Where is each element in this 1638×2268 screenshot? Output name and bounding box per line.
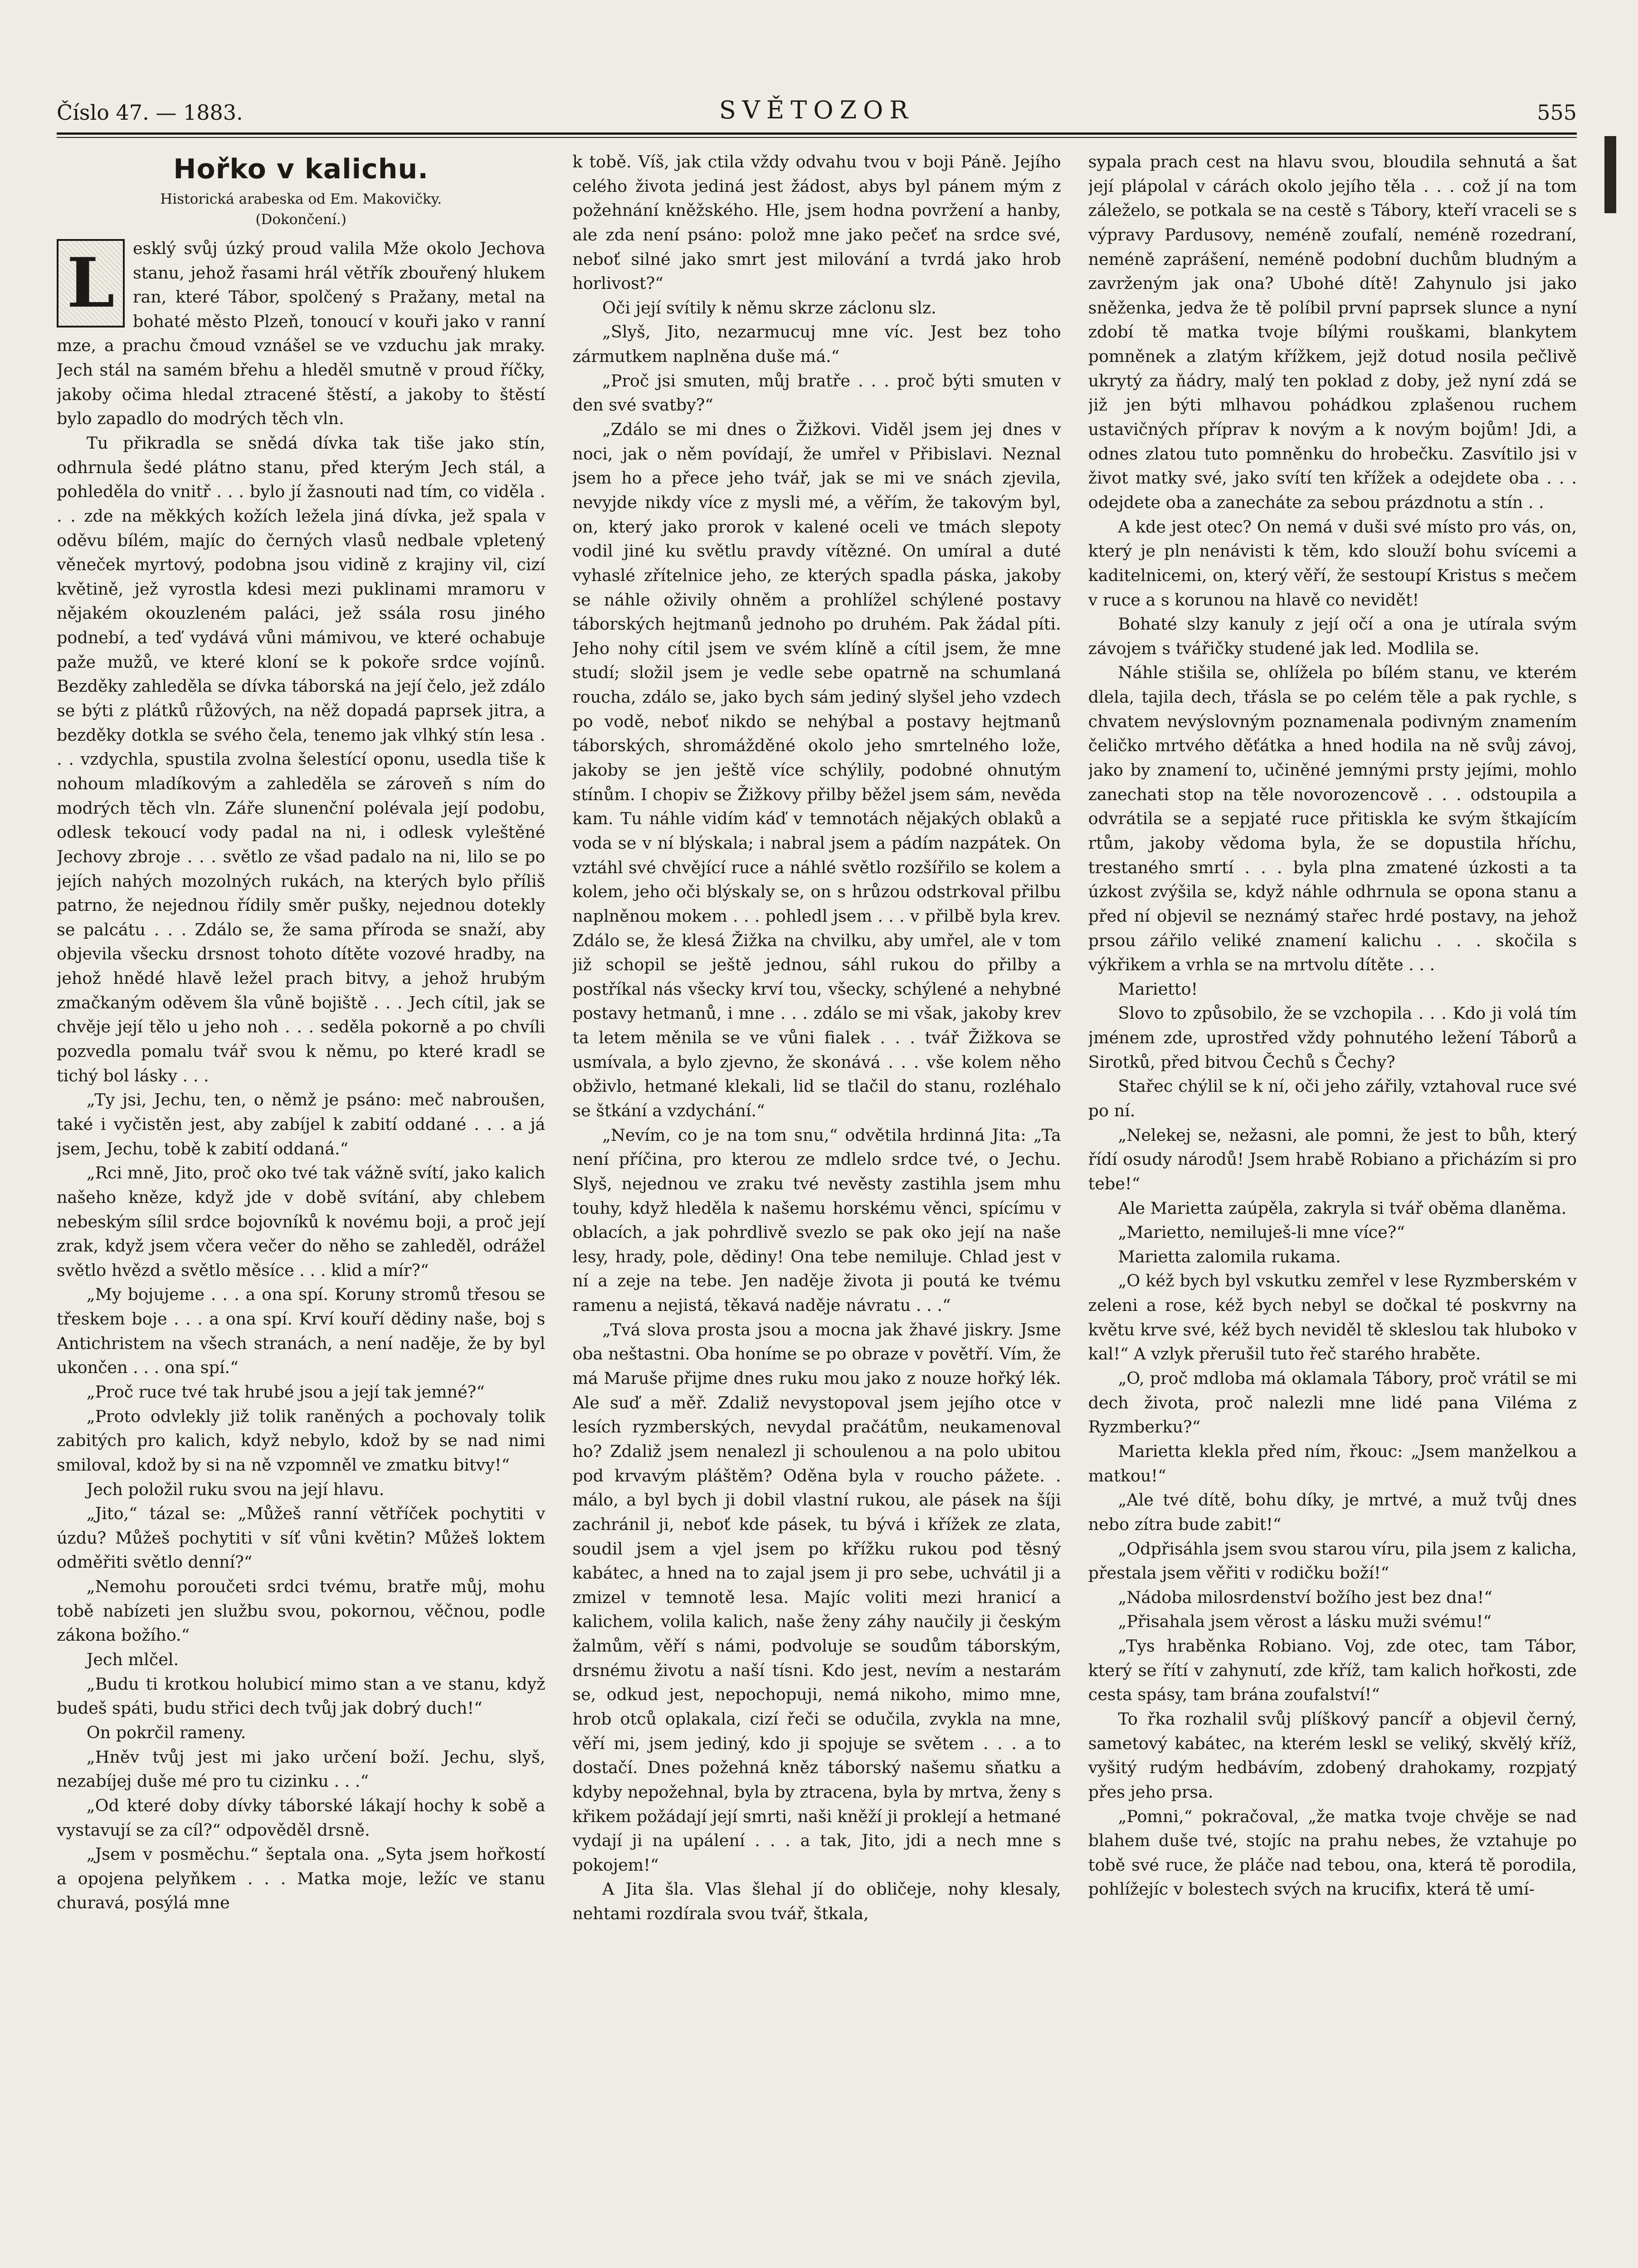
article-columns: [57, 150, 1577, 2235]
paragraph: „Nevím, co je na tom snu,“ odvětila hrdinná Jita: „Ta není příčina, pro kterou ze mdlelo srdce tvé, o Jechu. Slyš, nejednou ve zraku tvé nevěsty zastihla jsem mhu touhy, když hleděla k našemu horskému věnci, spícímu v oblacích, a jak pohrdlivě svezlo se pak oko její na naše lesy, hrady, pole, dědiny! Ona tebe nemiluje. Chlad jest v ní a zeje na tebe. Jen naděje života ji poutá ke tvému ramenu a nejistá, těkavá naděje návratu . . .“: [572, 1125, 1061, 1315]
article-subtitle: Historická arabeska od Em. Makovičky.: [160, 191, 442, 207]
paragraph: Stařec chýlil se k ní, oči jeho zářily, vztahoval ruce své po ní.: [1088, 1076, 1577, 1120]
paragraph: esklý svůj úzký proud valila Mže okolo Jechova stanu, jehož řasami hrál větřík zbouřený hlukem ran, které Tábor, spolčený s Pražany, metal na bohaté město Plzeň, tonoucí v kouři jako v ranní mze, a prachu čmoud vznášel se ve vzduchu jak mraky. Jech stál na samém břehu a hleděl smutně v proud říčky, jakoby očima hledal ztracené štěstí, a jakoby to štěstí bylo zapadlo do modrých těch vln.: [57, 238, 546, 429]
paragraph: „My bojujeme . . . a ona spí. Koruny stromů třesou se třeskem boje . . . a ona spí. Krví kouří dědiny naše, boj s Antichristem na všech stranách, a není naděje, že by byl ukončen . . . ona spí.“: [57, 1285, 546, 1378]
article-continuation: (Dokončení.): [255, 211, 346, 228]
paragraph: „Tvá slova prosta jsou a mocna jak žhavé jiskry. Jsme oba neštastni. Oba honíme se po obraze v povětří. Vím, že má Maruše přijme dnes ruku mou jako z nouze hořký lék. Ale suď a měř. Zdaliž nevystopoval jsem jejího otce v lesích ryzmberských, nevydal pračátům, neukamenoval ho? Zdaliž jsem nenalezl ji schoulenou a na polo ubitou pod krvavým pláštěm? Oděna byla v roucho pážete. . málo, a byl bych ji dobil vlastní rukou, ale pásek na šíji zachránil ji, neboť kde pásek, tu bývá i křížek ze zlata, soudil jsem a vjel jsem po křížku rukou pod těsný kabátec, a hned na to zajal jsem ji pro sebe, uchvátil ji a zmizel v temnotě lesa. Majíc voliti mezi hranicí a kalichem, volila kalich, naše ženy záhy naučily ji českým žalmům, věří s námi, podvoluje se soudům táborským, drsnému životu a naší tísni. Kdo jest, nevím a nestarám se, odkud jest, nepochopuji, nemá nikoho, mimo mne, hrob otců oplakala, cizí řeči se odučila, zvykla na mne, věří mi, jsem jediný, kdo ji spojuje se světem . . . a to dostačí. Dnes požehná kněz táborský našemu sňatku a kdyby nepožehnal, byla by ztracena, byla by mrtva, ženy s křikem požádají její smrti, naši kněží ji proklejí a hetmané vydají ji na upálení . . . a tak, Jito, jdi a nech mne s pokojem!“: [572, 1320, 1061, 1875]
paragraph: „Proč ruce tvé tak hrubé jsou a její tak jemné?“: [86, 1382, 485, 1402]
paragraph: Ale Marietta zaúpěla, zakryla si tvář oběma dlaněma.: [1118, 1198, 1567, 1218]
paragraph: „O kéž bych byl vskutku zemřel v lese Ryzmberském v zeleni a rose, kéž bych nebyl se dočkal té poskvrny na květu krve své, kéž bych neviděl tě skleslou tak hluboko v kal!“ A vzlyk přerušil tuto řeč starého hraběte.: [1088, 1271, 1577, 1364]
paragraph: „O, proč mdloba má oklamala Tábory, proč vrátil se mi dech života, proč nalezli mne lidé pana Viléma z Ryzmberku?“: [1088, 1369, 1577, 1437]
paragraph: „Rci mně, Jito, proč oko tvé tak vážně svítí, jako kalich našeho kněze, když jde v době svítání, aby chlebem nebeským sílil srdce bojovníků k novému boji, a proč její zrak, když jsem včera večer do něho se zahleděl, odrážel světlo hvězd a světlo měsíce . . . klid a mír?“: [57, 1163, 546, 1280]
paragraph: „Jsem v posměchu.“ šeptala ona. „Syta jsem hořkostí a opojena pelyňkem . . . Matka moje, ležíc ve stanu churavá, posýlá mne: [57, 1844, 546, 1913]
paragraph: Marietta klekla před ním, řkouc: „Jsem manželkou a matkou!“: [1088, 1441, 1577, 1486]
paragraph: „Odpřisáhla jsem svou starou víru, pila jsem z kalicha, přestala jsem věřiti v rodičku boží!“: [1088, 1539, 1577, 1583]
paragraph: Marietto!: [1118, 979, 1198, 999]
paragraph: „Slyš, Jito, nezarmucuj mne víc. Jest bez toho zármutkem naplněna duše má.“: [572, 322, 1061, 367]
paragraph: k tobě. Víš, jak ctila vždy odvahu tvou v boji Páně. Jejího celého života jediná jest žádost, abys byl pánem mým z požehnání kněžského. Hle, jsem hodna povržení a hanby, ale zda není psáno: polož mne jako pečeť na srdce své, neboť silné jako smrt jest milování a tvrdá jako hrob horlivost?“: [572, 152, 1061, 293]
paragraph: Bohaté slzy kanuly z její očí a ona je utírala svým závojem s tvářičky studené jak led. Modlila se.: [1088, 614, 1577, 658]
paragraph: „Přisahala jsem věrost a lásku muži svému!“: [1118, 1612, 1492, 1632]
paragraph: „Budu ti krotkou holubicí mimo stan a ve stanu, když budeš spáti, budu střici dech tvůj jak dobrý duch!“: [57, 1674, 546, 1718]
paragraph: „Zdálo se mi dnes o Žižkovi. Viděl jsem jej dnes v noci, jak o něm povídají, že umřel v Přibislavi. Neznal jsem ho a přece jeho tvář, jak se mi ve snách zjevila, nevyjde nikdy více z mysli mé, a věřím, že takovým byl, on, který jako prorok v kalené oceli ve tmách slepoty vodil jiné ku světlu pravdy vítězné. On umíral a duté vyhaslé zřítelnice jeho, ze kterých spadla páska, jakoby se náhle oživily ohněm a prohlížel schýlené postavy táborských hejtmanů jednoho po druhém. Pak žádal píti. Jeho nohy cítil jsem ve svém klíně a cítil jsem, že mne studí; složil jsem je vedle sebe opatrně na schumlaná roucha, zdálo se, jako bych sám jediný slyšel jeho vzdech po vodě, neboť nikdo se nehýbal a postavy hejtmanů táborských, shromážděné okolo jeho smrtelného lože, jakoby se jen ještě více schýlily, podobné ohnutým stínům. I chopiv se Žižkovy přilby běžel jsem sám, nevěda kam. Tu náhle vidím káď v temnotách nějakých oblaků a voda se v ní blýskala; i nabral jsem a pádím nazpátek. On vztáhl své chvějící ruce a náhlé světlo rozšířilo se kolem a kolem, jeho oči blýskaly se, on s hrůzou odstrkoval přilbu naplněnou mokem . . . pohledl jsem . . . v přilbě byla krev. Zdálo se, že klesá Žižka na chvilku, aby umřel, ale v tom již schopil se ještě jednou, sáhl rukou do přilby a postříkal nás všecky krví tou, všecky, schýlené a nehybné postavy hetmanů, i mne . . . zdálo se mi však, jakoby krev ta letem měnila se ve vůni fialek . . . tvář Žižkova se usmívala, a bylo zjevno, že skonává . . . vše kolem něho obživlo, hetmané klekali, lid se tlačil do stanu, rozléhalo se štkání a vzdychání.“: [572, 420, 1061, 1120]
drop-cap: L: [57, 239, 125, 327]
paragraph: „Jito,“ tázal se: „Můžeš ranní větříček pochytiti v úzdu? Můžeš pochytiti v síť vůni květin? Můžeš loktem odměřiti světlo denní?“: [57, 1504, 546, 1572]
issue-number: Číslo 47. — 1883.: [57, 100, 243, 125]
paragraph: „Tys hraběnka Robiano. Voj, zde otec, tam Tábor, který se řítí v zahynutí, zde kříž, tam kalich hořkosti, zde cesta spásy, tam brána zoufalství!“: [1088, 1636, 1577, 1705]
paragraph: „Nelekej se, nežasni, ale pomni, že jest to bůh, který řídí osudy národů! Jsem hrabě Robiano a přicházím si pro tebe!“: [1088, 1125, 1577, 1193]
header-rule-thin: [57, 137, 1577, 138]
paragraph: „Ale tvé dítě, bohu díky, je mrtvé, a muž tvůj dnes nebo zítra bude zabit!“: [1088, 1490, 1577, 1534]
paragraph: A kde jest otec? On nemá v duši své místo pro vás, on, který je pln nenávisti k těm, kdo slouží bohu svícemi a kaditelnicemi, on, který věří, že sestoupí Kristus s mečem v ruce a s korunou na hlavě co nevidět!: [1088, 517, 1577, 610]
paragraph: Slovo to způsobilo, že se vzchopila . . . Kdo ji volá tím jménem zde, uprostřed vždy pohnutého ležení Táborů a Sirotků, před bitvou Čechů s Čechy?: [1088, 1003, 1577, 1072]
paragraph: A Jita šla. Vlas šlehal jí do obličeje, nohy klesaly, nehtami rozdírala svou tvář, štkala,: [572, 1879, 1061, 1924]
column-3: [1088, 150, 1577, 2235]
paragraph: „Proto odvlekly již tolik raněných a pochovaly tolik zabitých pro kalich, když nebylo, kdož by se nad nimi smiloval, kdož by si na ně vzpomněl ve zmatku bitvy!“: [57, 1406, 546, 1475]
paragraph: „Nádoba milosrdenství božího jest bez dna!“: [1118, 1587, 1492, 1607]
paragraph: Jech mlčel.: [86, 1650, 179, 1670]
article-title: Hořko v kalichu.: [173, 153, 429, 185]
journal-title: SVĚTOZOR: [719, 96, 915, 124]
paragraph: „Nemohu poroučeti srdci tvému, bratře můj, mohu tobě nabízeti jen službu svou, pokornou, věčnou, podle zákona božího.“: [57, 1577, 546, 1645]
paragraph: „Pomni,“ pokračoval, „že matka tvoje chvěje se nad blahem duše tvé, stojíc na prahu nebes, že vztahuje po tobě své ruce, že pláče nad tebou, ona, která tě porodila, pohlížejíc v bolestech svých na krucifix, která tě umí-: [1088, 1806, 1577, 1899]
paragraph: „Proč jsi smuten, můj bratře . . . proč býti smuten v den své svatby?“: [572, 371, 1061, 415]
paragraph: „Od které doby dívky táborské lákají hochy k sobě a vystavují se za cíl?“ odpověděl drsně.: [57, 1795, 546, 1840]
paragraph: Jech položil ruku svou na její hlavu.: [86, 1479, 385, 1499]
paragraph: „Hněv tvůj jest mi jako určení boží. Jechu, slyš, nezabíjej duše mé pro tu cizinku . . .“: [57, 1747, 546, 1791]
header-rule: [57, 132, 1577, 135]
paragraph: Oči její svítily k němu skrze záclonu slz.: [602, 298, 936, 318]
paragraph: „Marietto, nemiluješ-li mne více?“: [1118, 1222, 1405, 1242]
paragraph: sypala prach cest na hlavu svou, bloudila sehnutá a šat její plápolal v cárách okolo jejího těla . . . což jí na tom záleželo, se potkala se na cestě s Tábory, kteří vraceli se s výpravy Pardusovy, neméně zoufalí, neméně rozedraní, neméně zaprášení, neméně podobní duchům bludným a zavrženým jak ona? Ubohé dítě! Zahynulo jsi jako sněženka, jedva že tě políbil první paprsek slunce a nyní zdobí tě matka tvoje bílými rouškami, blankytem pomněnek a zlatým křížkem, jejž dotud nosila pečlivě ukrytý za ňádry, malý ten poklad z doby, jež nyní zdá se již jen býti mlhavou pohádkou zplašenou ruchem ustavičných příprav k novým a k novým bojům! Jdi, a odnes zlatou tuto pomněnku do hrobečku. Zasvítilo jsi v život matky své, jako svítí ten křížek a odejdete oba . . . odejdete oba a zanecháte za sebou prázdnotu a stín . .: [1088, 152, 1577, 512]
page-header: [57, 93, 1577, 129]
paragraph: Náhle stišila se, ohlížela po bílém stanu, ve kterém dlela, tajila dech, třásla se po celém těle a pak rychle, s chvatem nevýslovným poznamenala podivným znamením čeličko mrtvého děťátka a hned hodila na ně svůj závoj, jako by znamení to, učiněné jemnými prsty jejími, mohlo zanechati stop na těle novorozencově . . . odstoupila a odvrátila se a sepjaté ruce přitiskla ke svým štkajícím rtům, jakoby vědoma byla, že se dopustila hříchu, trestaného smrtí . . . byla plna zmatené úzkosti a ta úzkost zvýšila se, když náhle odhrnula se opona stanu a před ní objevil se neznámý stařec hrdé postavy, na jehož prsou zářilo veliké znamení kalichu . . . skočila s výkřikem a vrhla se na mrtvolu dítěte . . .: [1088, 663, 1577, 975]
page-edge-mark: [1604, 136, 1616, 213]
page-number: 555: [1537, 100, 1577, 125]
paragraph: „Ty jsi, Jechu, ten, o němž je psáno: meč nabroušen, také i vyčistěn jest, aby zabíjel k zabití oddané . . . a já jsem, Jechu, tobě k zabití oddaná.“: [57, 1090, 546, 1158]
paragraph: Tu přikradla se snědá dívka tak tiše jako stín, odhrnula šedé plátno stanu, před kterým Jech stál, a pohleděla do vnitř . . . bylo jí žasnouti nad tím, co viděla . . . zde na měkkých kožích ležela jiná dívka, jež spala v oděvu bílém, majíc do černých vlasů nedbale vpletený věneček myrtový, podobna jsou vidině z krajiny vil, cizí květině, jež vyrostla kdesi mezi puklinami mramoru v nějakém okouzleném paláci, jež ssála rosu jiného podnebí, a teď vydává vůni mámivou, ve které ochabuje paže mužů, ve které kloní se k pokoře srdce vojínů. Bezděky zahleděla se dívka táborská na její čelo, jež zdálo se býti z plátků růžových, na něž dopadá paprsek jitra, a bezděky dotkla se svého čela, tenemo jak vlhký stín lesa . . . vzdychla, spustila zvolna šelestící oponu, usedla tiše k nohoum mladíkovým a zahleděla se zároveň s ním do modrých těch vln. Záře slunenční polévala její podobu, odlesk tekoucí vody padal na ni, i odlesk vyleštěné Jechovy zbroje . . . světlo ze všad padalo na ni, lilo se po jejích nahých mozolných rukách, na kterých bylo příliš patrno, že nejednou řídily směr pušky, nejednou dotekly se palcátu . . . Zdálo se, že sama příroda se snaží, aby objevila všecku drsnost tohoto dítěte vozové hradby, na jehož hnědé hlavě ležel prach bitvy, a jehož hrubým zmačkaným oděvem šla vůně bojiště . . . Jech cítil, jak se chvěje její tělo u jeho noh . . . seděla pokorně a po chvíli pozvedla pomalu tvář svou k němu, po které kradl se tichý bol lásky . . .: [57, 433, 546, 1085]
column-1: [57, 150, 545, 2235]
paragraph: Marietta zalomila rukama.: [1118, 1246, 1341, 1266]
column-2: [572, 150, 1061, 2235]
paragraph: On pokrčil rameny.: [86, 1722, 246, 1742]
paragraph: To řka rozhalil svůj plíškový pancíř a objevil černý, sametový kabátec, na kterém leskl se veliký, skvělý kříž, vyšitý rudým hedbávím, zdobený drahokamy, rozpjatý přes jeho prsa.: [1088, 1709, 1577, 1802]
